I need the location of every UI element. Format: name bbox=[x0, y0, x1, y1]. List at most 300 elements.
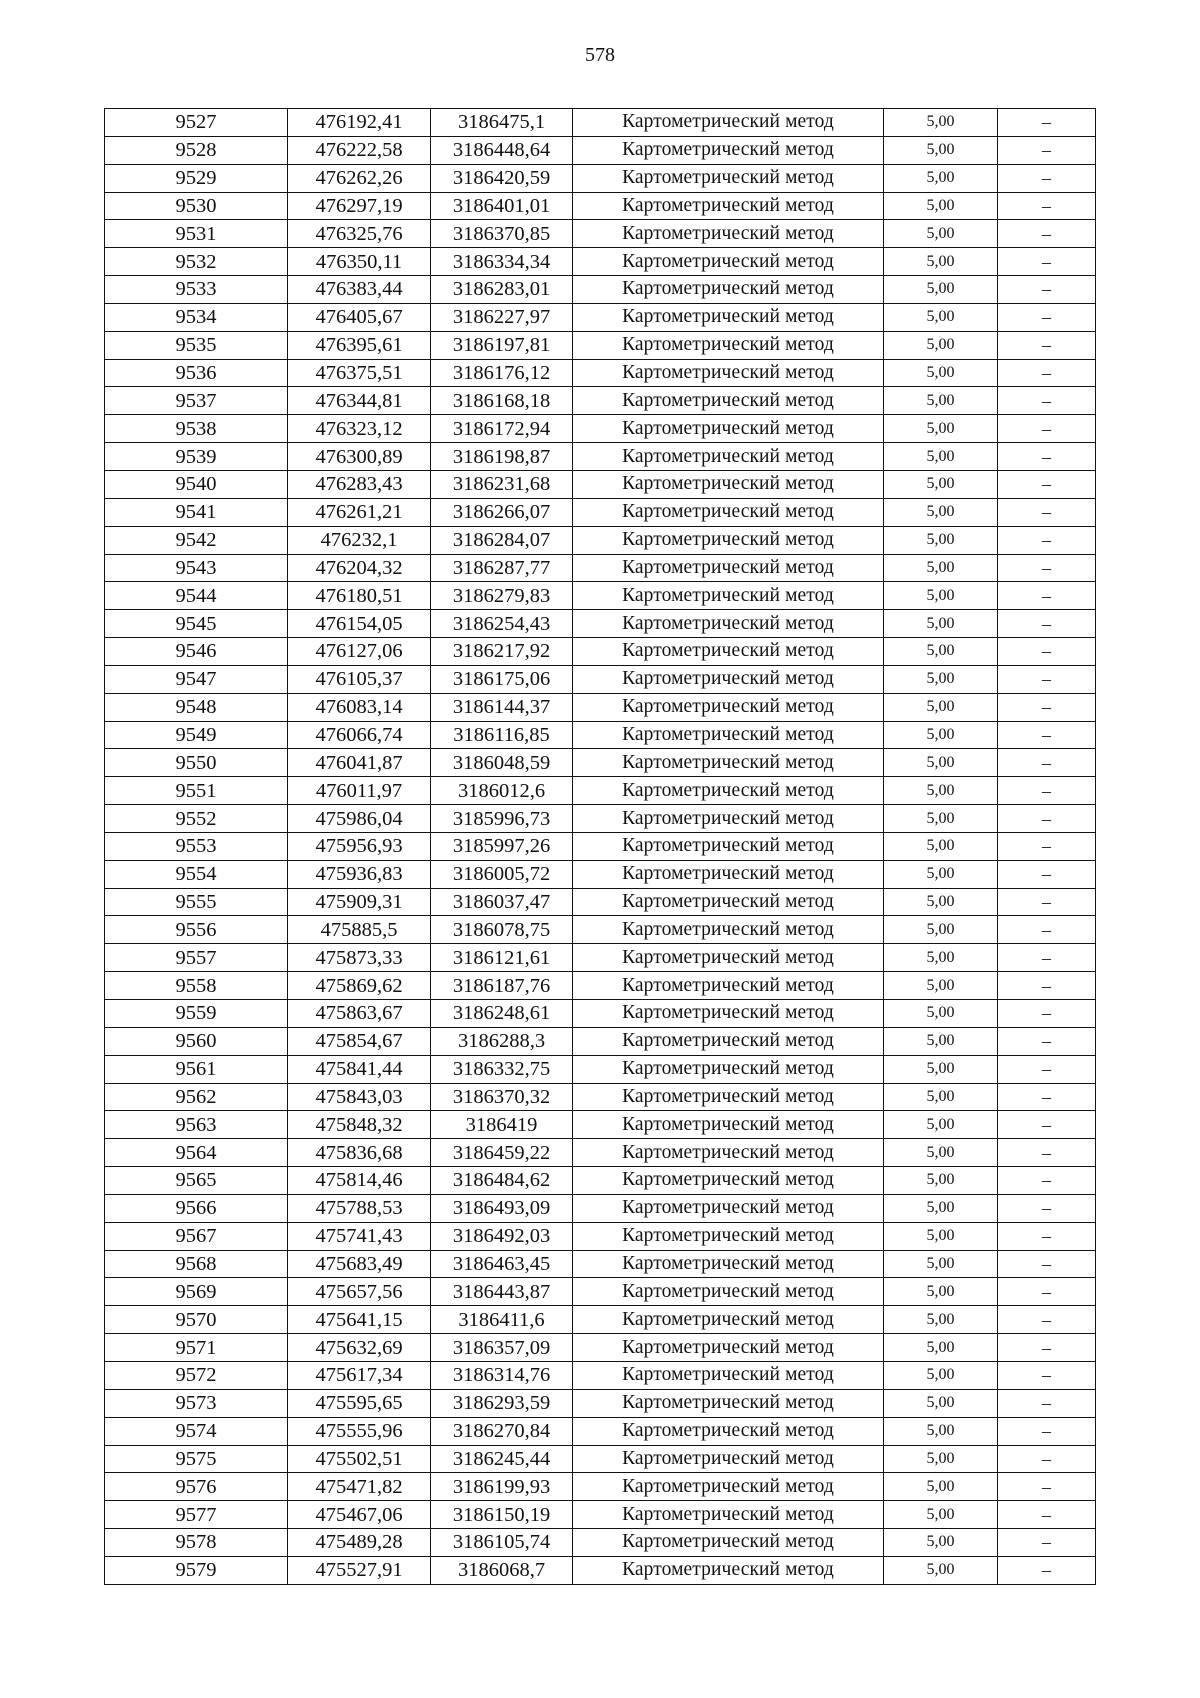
error-cell: 5,00 bbox=[884, 526, 998, 554]
y-coordinate-cell: 3186332,75 bbox=[431, 1055, 573, 1083]
method-cell: Картометрический метод bbox=[573, 582, 884, 610]
method-cell: Картометрический метод bbox=[573, 693, 884, 721]
y-coordinate-cell: 3186493,09 bbox=[431, 1194, 573, 1222]
point-number-cell: 9529 bbox=[105, 164, 288, 192]
table-row bbox=[105, 832, 1096, 860]
method-cell: Картометрический метод bbox=[573, 470, 884, 498]
point-number-cell: 9555 bbox=[105, 888, 288, 916]
x-coordinate-cell: 475843,03 bbox=[288, 1083, 431, 1111]
description-cell: – bbox=[998, 665, 1096, 693]
table-row bbox=[105, 415, 1096, 443]
error-cell: 5,00 bbox=[884, 415, 998, 443]
method-cell: Картометрический метод bbox=[573, 220, 884, 248]
method-cell: Картометрический метод bbox=[573, 944, 884, 972]
x-coordinate-cell: 476041,87 bbox=[288, 749, 431, 777]
error-cell: 5,00 bbox=[884, 832, 998, 860]
y-coordinate-cell: 3186227,97 bbox=[431, 303, 573, 331]
table-row bbox=[105, 972, 1096, 1000]
table-row bbox=[105, 1417, 1096, 1445]
table-row bbox=[105, 777, 1096, 805]
table-row bbox=[105, 582, 1096, 610]
error-cell: 5,00 bbox=[884, 220, 998, 248]
table-row bbox=[105, 1111, 1096, 1139]
method-cell: Картометрический метод bbox=[573, 331, 884, 359]
description-cell: – bbox=[998, 1083, 1096, 1111]
y-coordinate-cell: 3186420,59 bbox=[431, 164, 573, 192]
description-cell: – bbox=[998, 331, 1096, 359]
description-cell: – bbox=[998, 1194, 1096, 1222]
y-coordinate-cell: 3186254,43 bbox=[431, 610, 573, 638]
x-coordinate-cell: 476105,37 bbox=[288, 665, 431, 693]
point-number-cell: 9548 bbox=[105, 693, 288, 721]
y-coordinate-cell: 3186012,6 bbox=[431, 777, 573, 805]
table-row bbox=[105, 1139, 1096, 1167]
table-row bbox=[105, 1501, 1096, 1529]
y-coordinate-cell: 3186401,01 bbox=[431, 192, 573, 220]
point-number-cell: 9565 bbox=[105, 1167, 288, 1195]
error-cell: 5,00 bbox=[884, 1111, 998, 1139]
description-cell: – bbox=[998, 916, 1096, 944]
y-coordinate-cell: 3186475,1 bbox=[431, 109, 573, 137]
table-row bbox=[105, 1473, 1096, 1501]
x-coordinate-cell: 476127,06 bbox=[288, 638, 431, 666]
error-cell: 5,00 bbox=[884, 610, 998, 638]
description-cell: – bbox=[998, 1389, 1096, 1417]
error-cell: 5,00 bbox=[884, 248, 998, 276]
description-cell: – bbox=[998, 749, 1096, 777]
description-cell: – bbox=[998, 1139, 1096, 1167]
method-cell: Картометрический метод bbox=[573, 1417, 884, 1445]
y-coordinate-cell: 3186270,84 bbox=[431, 1417, 573, 1445]
table-row bbox=[105, 1250, 1096, 1278]
y-coordinate-cell: 3186048,59 bbox=[431, 749, 573, 777]
error-cell: 5,00 bbox=[884, 1445, 998, 1473]
y-coordinate-cell: 3186334,34 bbox=[431, 248, 573, 276]
x-coordinate-cell: 475848,32 bbox=[288, 1111, 431, 1139]
point-number-cell: 9539 bbox=[105, 443, 288, 471]
point-number-cell: 9559 bbox=[105, 1000, 288, 1028]
description-cell: – bbox=[998, 1111, 1096, 1139]
point-number-cell: 9568 bbox=[105, 1250, 288, 1278]
y-coordinate-cell: 3186287,77 bbox=[431, 554, 573, 582]
x-coordinate-cell: 476300,89 bbox=[288, 443, 431, 471]
description-cell: – bbox=[998, 1417, 1096, 1445]
error-cell: 5,00 bbox=[884, 554, 998, 582]
method-cell: Картометрический метод bbox=[573, 1361, 884, 1389]
table-row bbox=[105, 749, 1096, 777]
y-coordinate-cell: 3186283,01 bbox=[431, 276, 573, 304]
point-number-cell: 9569 bbox=[105, 1278, 288, 1306]
table-row bbox=[105, 443, 1096, 471]
method-cell: Картометрический метод bbox=[573, 303, 884, 331]
y-coordinate-cell: 3186175,06 bbox=[431, 665, 573, 693]
description-cell: – bbox=[998, 276, 1096, 304]
table-body bbox=[105, 109, 1096, 1585]
x-coordinate-cell: 475641,15 bbox=[288, 1306, 431, 1334]
point-number-cell: 9561 bbox=[105, 1055, 288, 1083]
point-number-cell: 9577 bbox=[105, 1501, 288, 1529]
point-number-cell: 9542 bbox=[105, 526, 288, 554]
point-number-cell: 9534 bbox=[105, 303, 288, 331]
x-coordinate-cell: 475936,83 bbox=[288, 860, 431, 888]
y-coordinate-cell: 3186245,44 bbox=[431, 1445, 573, 1473]
x-coordinate-cell: 476066,74 bbox=[288, 721, 431, 749]
description-cell: – bbox=[998, 1501, 1096, 1529]
x-coordinate-cell: 475467,06 bbox=[288, 1501, 431, 1529]
error-cell: 5,00 bbox=[884, 972, 998, 1000]
y-coordinate-cell: 3186197,81 bbox=[431, 331, 573, 359]
point-number-cell: 9562 bbox=[105, 1083, 288, 1111]
method-cell: Картометрический метод bbox=[573, 526, 884, 554]
y-coordinate-cell: 3186198,87 bbox=[431, 443, 573, 471]
description-cell: – bbox=[998, 693, 1096, 721]
point-number-cell: 9531 bbox=[105, 220, 288, 248]
method-cell: Картометрический метод bbox=[573, 1194, 884, 1222]
x-coordinate-cell: 476375,51 bbox=[288, 359, 431, 387]
method-cell: Картометрический метод bbox=[573, 109, 884, 137]
y-coordinate-cell: 3186370,32 bbox=[431, 1083, 573, 1111]
x-coordinate-cell: 476325,76 bbox=[288, 220, 431, 248]
x-coordinate-cell: 476154,05 bbox=[288, 610, 431, 638]
y-coordinate-cell: 3185997,26 bbox=[431, 832, 573, 860]
x-coordinate-cell: 476323,12 bbox=[288, 415, 431, 443]
table-row bbox=[105, 498, 1096, 526]
point-number-cell: 9579 bbox=[105, 1556, 288, 1584]
y-coordinate-cell: 3186279,83 bbox=[431, 582, 573, 610]
error-cell: 5,00 bbox=[884, 638, 998, 666]
error-cell: 5,00 bbox=[884, 1000, 998, 1028]
x-coordinate-cell: 475741,43 bbox=[288, 1222, 431, 1250]
table-row bbox=[105, 359, 1096, 387]
method-cell: Картометрический метод bbox=[573, 248, 884, 276]
table-row bbox=[105, 610, 1096, 638]
description-cell: – bbox=[998, 805, 1096, 833]
x-coordinate-cell: 475909,31 bbox=[288, 888, 431, 916]
description-cell: – bbox=[998, 220, 1096, 248]
description-cell: – bbox=[998, 1529, 1096, 1557]
error-cell: 5,00 bbox=[884, 498, 998, 526]
point-number-cell: 9553 bbox=[105, 832, 288, 860]
description-cell: – bbox=[998, 1250, 1096, 1278]
x-coordinate-cell: 475788,53 bbox=[288, 1194, 431, 1222]
table-row bbox=[105, 1278, 1096, 1306]
y-coordinate-cell: 3186448,64 bbox=[431, 136, 573, 164]
error-cell: 5,00 bbox=[884, 1250, 998, 1278]
table-row bbox=[105, 888, 1096, 916]
error-cell: 5,00 bbox=[884, 1389, 998, 1417]
description-cell: – bbox=[998, 387, 1096, 415]
description-cell: – bbox=[998, 192, 1096, 220]
point-number-cell: 9567 bbox=[105, 1222, 288, 1250]
y-coordinate-cell: 3186199,93 bbox=[431, 1473, 573, 1501]
table-row bbox=[105, 276, 1096, 304]
error-cell: 5,00 bbox=[884, 359, 998, 387]
point-number-cell: 9572 bbox=[105, 1361, 288, 1389]
x-coordinate-cell: 475471,82 bbox=[288, 1473, 431, 1501]
method-cell: Картометрический метод bbox=[573, 1083, 884, 1111]
error-cell: 5,00 bbox=[884, 888, 998, 916]
error-cell: 5,00 bbox=[884, 1334, 998, 1362]
method-cell: Картометрический метод bbox=[573, 1389, 884, 1417]
table-row bbox=[105, 1055, 1096, 1083]
error-cell: 5,00 bbox=[884, 1306, 998, 1334]
table-row bbox=[105, 248, 1096, 276]
point-number-cell: 9527 bbox=[105, 109, 288, 137]
error-cell: 5,00 bbox=[884, 944, 998, 972]
method-cell: Картометрический метод bbox=[573, 1139, 884, 1167]
error-cell: 5,00 bbox=[884, 1361, 998, 1389]
error-cell: 5,00 bbox=[884, 109, 998, 137]
x-coordinate-cell: 475595,65 bbox=[288, 1389, 431, 1417]
point-number-cell: 9573 bbox=[105, 1389, 288, 1417]
method-cell: Картометрический метод bbox=[573, 1306, 884, 1334]
description-cell: – bbox=[998, 1222, 1096, 1250]
description-cell: – bbox=[998, 638, 1096, 666]
table-row bbox=[105, 554, 1096, 582]
table-row bbox=[105, 1445, 1096, 1473]
method-cell: Картометрический метод bbox=[573, 387, 884, 415]
error-cell: 5,00 bbox=[884, 721, 998, 749]
table-row bbox=[105, 387, 1096, 415]
x-coordinate-cell: 476222,58 bbox=[288, 136, 431, 164]
x-coordinate-cell: 475617,34 bbox=[288, 1361, 431, 1389]
y-coordinate-cell: 3185996,73 bbox=[431, 805, 573, 833]
table-row bbox=[105, 1000, 1096, 1028]
method-cell: Картометрический метод bbox=[573, 136, 884, 164]
error-cell: 5,00 bbox=[884, 136, 998, 164]
point-number-cell: 9560 bbox=[105, 1027, 288, 1055]
table-row bbox=[105, 1361, 1096, 1389]
method-cell: Картометрический метод bbox=[573, 1334, 884, 1362]
method-cell: Картометрический метод bbox=[573, 1473, 884, 1501]
error-cell: 5,00 bbox=[884, 331, 998, 359]
error-cell: 5,00 bbox=[884, 387, 998, 415]
y-coordinate-cell: 3186150,19 bbox=[431, 1501, 573, 1529]
point-number-cell: 9574 bbox=[105, 1417, 288, 1445]
table-row bbox=[105, 1556, 1096, 1584]
method-cell: Картометрический метод bbox=[573, 610, 884, 638]
x-coordinate-cell: 476297,19 bbox=[288, 192, 431, 220]
method-cell: Картометрический метод bbox=[573, 916, 884, 944]
point-number-cell: 9544 bbox=[105, 582, 288, 610]
description-cell: – bbox=[998, 359, 1096, 387]
description-cell: – bbox=[998, 1556, 1096, 1584]
x-coordinate-cell: 476350,11 bbox=[288, 248, 431, 276]
y-coordinate-cell: 3186419 bbox=[431, 1111, 573, 1139]
method-cell: Картометрический метод bbox=[573, 1222, 884, 1250]
point-number-cell: 9578 bbox=[105, 1529, 288, 1557]
y-coordinate-cell: 3186105,74 bbox=[431, 1529, 573, 1557]
table-row bbox=[105, 220, 1096, 248]
error-cell: 5,00 bbox=[884, 1556, 998, 1584]
method-cell: Картометрический метод bbox=[573, 1000, 884, 1028]
table-row bbox=[105, 331, 1096, 359]
x-coordinate-cell: 475885,5 bbox=[288, 916, 431, 944]
table-row bbox=[105, 665, 1096, 693]
point-number-cell: 9528 bbox=[105, 136, 288, 164]
description-cell: – bbox=[998, 554, 1096, 582]
method-cell: Картометрический метод bbox=[573, 443, 884, 471]
table-row bbox=[105, 1529, 1096, 1557]
x-coordinate-cell: 475986,04 bbox=[288, 805, 431, 833]
method-cell: Картометрический метод bbox=[573, 1111, 884, 1139]
x-coordinate-cell: 476232,1 bbox=[288, 526, 431, 554]
method-cell: Картометрический метод bbox=[573, 498, 884, 526]
error-cell: 5,00 bbox=[884, 1027, 998, 1055]
table-row bbox=[105, 526, 1096, 554]
table-row bbox=[105, 1194, 1096, 1222]
point-number-cell: 9563 bbox=[105, 1111, 288, 1139]
description-cell: – bbox=[998, 248, 1096, 276]
description-cell: – bbox=[998, 1473, 1096, 1501]
point-number-cell: 9556 bbox=[105, 916, 288, 944]
error-cell: 5,00 bbox=[884, 777, 998, 805]
y-coordinate-cell: 3186121,61 bbox=[431, 944, 573, 972]
error-cell: 5,00 bbox=[884, 582, 998, 610]
error-cell: 5,00 bbox=[884, 1055, 998, 1083]
table-row bbox=[105, 1167, 1096, 1195]
point-number-cell: 9571 bbox=[105, 1334, 288, 1362]
y-coordinate-cell: 3186068,7 bbox=[431, 1556, 573, 1584]
method-cell: Картометрический метод bbox=[573, 832, 884, 860]
point-number-cell: 9547 bbox=[105, 665, 288, 693]
error-cell: 5,00 bbox=[884, 916, 998, 944]
table-row bbox=[105, 638, 1096, 666]
description-cell: – bbox=[998, 1000, 1096, 1028]
x-coordinate-cell: 475873,33 bbox=[288, 944, 431, 972]
method-cell: Картометрический метод bbox=[573, 415, 884, 443]
description-cell: – bbox=[998, 164, 1096, 192]
point-number-cell: 9550 bbox=[105, 749, 288, 777]
description-cell: – bbox=[998, 1167, 1096, 1195]
method-cell: Картометрический метод bbox=[573, 805, 884, 833]
table-row bbox=[105, 303, 1096, 331]
method-cell: Картометрический метод bbox=[573, 665, 884, 693]
method-cell: Картометрический метод bbox=[573, 972, 884, 1000]
description-cell: – bbox=[998, 1445, 1096, 1473]
table-row bbox=[105, 1389, 1096, 1417]
method-cell: Картометрический метод bbox=[573, 1556, 884, 1584]
coordinates-table bbox=[104, 108, 1096, 1585]
error-cell: 5,00 bbox=[884, 303, 998, 331]
description-cell: – bbox=[998, 944, 1096, 972]
description-cell: – bbox=[998, 498, 1096, 526]
table-row bbox=[105, 916, 1096, 944]
x-coordinate-cell: 476180,51 bbox=[288, 582, 431, 610]
x-coordinate-cell: 476283,43 bbox=[288, 470, 431, 498]
table-row bbox=[105, 164, 1096, 192]
x-coordinate-cell: 476383,44 bbox=[288, 276, 431, 304]
method-cell: Картометрический метод bbox=[573, 777, 884, 805]
error-cell: 5,00 bbox=[884, 276, 998, 304]
y-coordinate-cell: 3186314,76 bbox=[431, 1361, 573, 1389]
description-cell: – bbox=[998, 526, 1096, 554]
point-number-cell: 9535 bbox=[105, 331, 288, 359]
y-coordinate-cell: 3186231,68 bbox=[431, 470, 573, 498]
table-row bbox=[105, 470, 1096, 498]
description-cell: – bbox=[998, 888, 1096, 916]
y-coordinate-cell: 3186459,22 bbox=[431, 1139, 573, 1167]
method-cell: Картометрический метод bbox=[573, 860, 884, 888]
y-coordinate-cell: 3186411,6 bbox=[431, 1306, 573, 1334]
table-row bbox=[105, 805, 1096, 833]
table-row bbox=[105, 693, 1096, 721]
method-cell: Картометрический метод bbox=[573, 1445, 884, 1473]
page-number: 578 bbox=[585, 44, 615, 66]
error-cell: 5,00 bbox=[884, 1167, 998, 1195]
x-coordinate-cell: 475502,51 bbox=[288, 1445, 431, 1473]
point-number-cell: 9575 bbox=[105, 1445, 288, 1473]
method-cell: Картометрический метод bbox=[573, 749, 884, 777]
description-cell: – bbox=[998, 415, 1096, 443]
y-coordinate-cell: 3186293,59 bbox=[431, 1389, 573, 1417]
method-cell: Картометрический метод bbox=[573, 276, 884, 304]
point-number-cell: 9551 bbox=[105, 777, 288, 805]
description-cell: – bbox=[998, 1334, 1096, 1362]
point-number-cell: 9546 bbox=[105, 638, 288, 666]
error-cell: 5,00 bbox=[884, 805, 998, 833]
y-coordinate-cell: 3186116,85 bbox=[431, 721, 573, 749]
error-cell: 5,00 bbox=[884, 192, 998, 220]
method-cell: Картометрический метод bbox=[573, 1529, 884, 1557]
x-coordinate-cell: 475854,67 bbox=[288, 1027, 431, 1055]
point-number-cell: 9554 bbox=[105, 860, 288, 888]
x-coordinate-cell: 476261,21 bbox=[288, 498, 431, 526]
x-coordinate-cell: 475956,93 bbox=[288, 832, 431, 860]
error-cell: 5,00 bbox=[884, 1278, 998, 1306]
y-coordinate-cell: 3186463,45 bbox=[431, 1250, 573, 1278]
y-coordinate-cell: 3186484,62 bbox=[431, 1167, 573, 1195]
error-cell: 5,00 bbox=[884, 665, 998, 693]
point-number-cell: 9564 bbox=[105, 1139, 288, 1167]
point-number-cell: 9576 bbox=[105, 1473, 288, 1501]
y-coordinate-cell: 3186266,07 bbox=[431, 498, 573, 526]
x-coordinate-cell: 475814,46 bbox=[288, 1167, 431, 1195]
x-coordinate-cell: 476083,14 bbox=[288, 693, 431, 721]
method-cell: Картометрический метод bbox=[573, 164, 884, 192]
point-number-cell: 9552 bbox=[105, 805, 288, 833]
method-cell: Картометрический метод bbox=[573, 192, 884, 220]
method-cell: Картометрический метод bbox=[573, 1167, 884, 1195]
y-coordinate-cell: 3186176,12 bbox=[431, 359, 573, 387]
point-number-cell: 9558 bbox=[105, 972, 288, 1000]
y-coordinate-cell: 3186288,3 bbox=[431, 1027, 573, 1055]
description-cell: – bbox=[998, 1361, 1096, 1389]
table-row bbox=[105, 136, 1096, 164]
table-row bbox=[105, 1306, 1096, 1334]
method-cell: Картометрический метод bbox=[573, 554, 884, 582]
error-cell: 5,00 bbox=[884, 1139, 998, 1167]
y-coordinate-cell: 3186492,03 bbox=[431, 1222, 573, 1250]
point-number-cell: 9543 bbox=[105, 554, 288, 582]
x-coordinate-cell: 476395,61 bbox=[288, 331, 431, 359]
point-number-cell: 9541 bbox=[105, 498, 288, 526]
method-cell: Картометрический метод bbox=[573, 721, 884, 749]
method-cell: Картометрический метод bbox=[573, 638, 884, 666]
description-cell: – bbox=[998, 303, 1096, 331]
table-row bbox=[105, 721, 1096, 749]
description-cell: – bbox=[998, 1278, 1096, 1306]
x-coordinate-cell: 475841,44 bbox=[288, 1055, 431, 1083]
description-cell: – bbox=[998, 1306, 1096, 1334]
table-row bbox=[105, 1334, 1096, 1362]
error-cell: 5,00 bbox=[884, 1222, 998, 1250]
point-number-cell: 9530 bbox=[105, 192, 288, 220]
y-coordinate-cell: 3186037,47 bbox=[431, 888, 573, 916]
error-cell: 5,00 bbox=[884, 693, 998, 721]
point-number-cell: 9536 bbox=[105, 359, 288, 387]
point-number-cell: 9566 bbox=[105, 1194, 288, 1222]
